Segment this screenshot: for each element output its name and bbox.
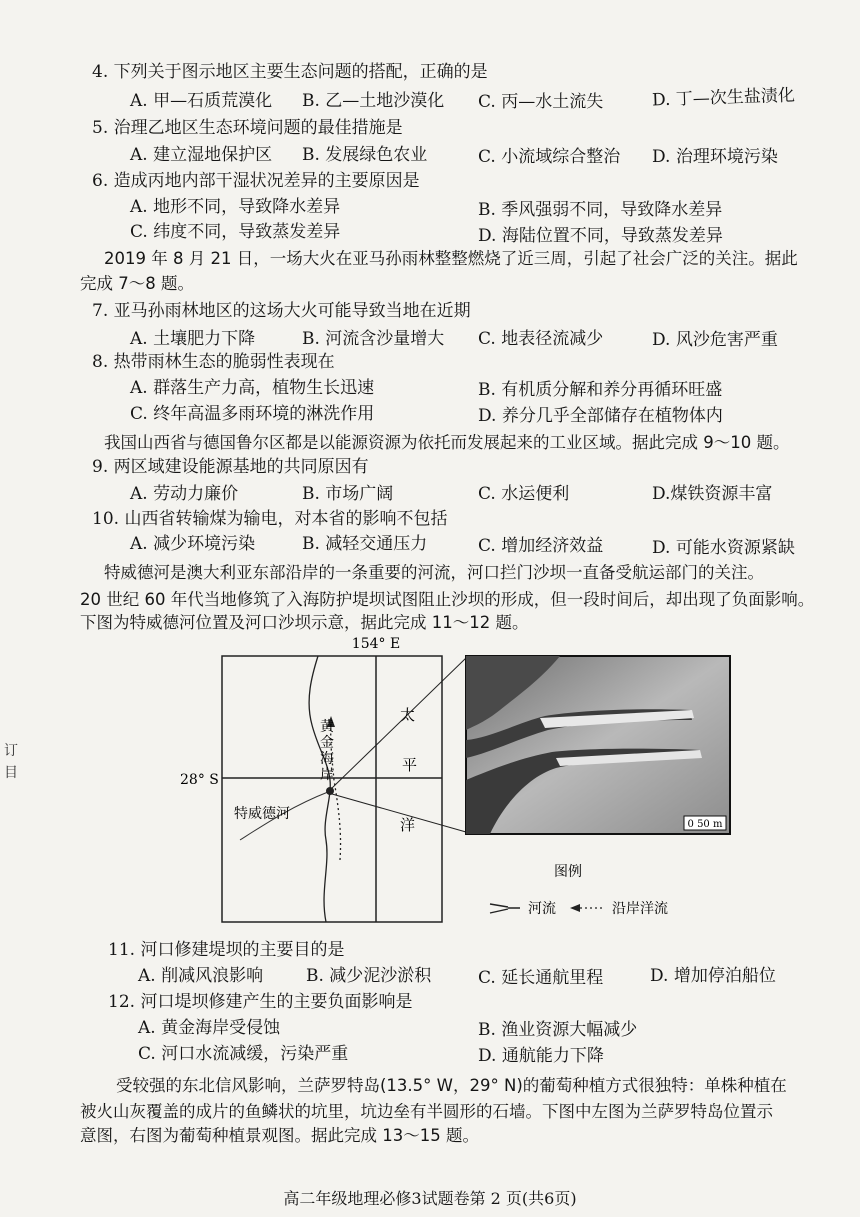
question-12-option-a: A. 黄金海岸受侵蚀 bbox=[138, 1018, 281, 1038]
question-9-option-d: D.煤铁资源丰富 bbox=[652, 484, 773, 504]
question-8-stem: 8. 热带雨林生态的脆弱性表现在 bbox=[92, 352, 335, 372]
question-8-option-a: A. 群落生产力高，植物生长迅速 bbox=[130, 378, 375, 398]
question-4-option-a: A. 甲—石质荒漠化 bbox=[130, 91, 273, 111]
question-10-stem: 10. 山西省转输煤为输电，对本省的影响不包括 bbox=[92, 509, 448, 529]
question-9-option-c: C. 水运便利 bbox=[478, 484, 570, 504]
ocean-char-1: 太 bbox=[400, 706, 416, 724]
longitude-label: 154° E bbox=[351, 636, 401, 652]
question-6-option-d: D. 海陆位置不同，导致蒸发差异 bbox=[478, 226, 723, 246]
question-5-option-a: A. 建立湿地保护区 bbox=[130, 145, 273, 165]
question-5-option-d: D. 治理环境污染 bbox=[652, 147, 778, 167]
intro-11-12-line-1: 特威德河是澳大利亚东部沿岸的一条重要的河流，河口拦门沙坝一直备受航运部门的关注。 bbox=[104, 563, 764, 582]
intro-7-8-line-1: 2019 年 8 月 21 日，一场大火在亚马孙雨林整整燃烧了近三周，引起了社会广泛的关注。据此 bbox=[104, 249, 798, 268]
river-label: 特威德河 bbox=[234, 806, 290, 822]
question-7-option-c: C. 地表径流减少 bbox=[478, 329, 604, 349]
legend-current-label: 沿岸洋流 bbox=[612, 901, 668, 917]
legend-river-icon bbox=[490, 904, 520, 913]
question-6-option-b: B. 季风强弱不同，导致降水差异 bbox=[478, 200, 723, 220]
question-7-stem: 7. 亚马孙雨林地区的这场大火可能导致当地在近期 bbox=[92, 301, 471, 321]
question-11-stem: 11. 河口修建堤坝的主要目的是 bbox=[108, 940, 345, 960]
ocean-char-2: 平 bbox=[402, 756, 418, 774]
question-5-stem: 5. 治理乙地区生态环境问题的最佳措施是 bbox=[92, 118, 403, 138]
question-11-option-b: B. 减少泥沙淤积 bbox=[306, 966, 432, 986]
question-4-option-c: C. 丙—水土流失 bbox=[478, 92, 604, 112]
question-12-option-c: C. 河口水流减缓，污染严重 bbox=[138, 1044, 349, 1064]
legend-current-arrow-icon bbox=[570, 904, 580, 912]
intro-13-15-line-3: 意图，右图为葡萄种植景观图。据此完成 13～15 题。 bbox=[80, 1126, 479, 1145]
page-footer: 高二年级地理必修3试题卷第 2 页(共6页) bbox=[283, 1189, 577, 1208]
question-4-stem: 4. 下列关于图示地区主要生态问题的搭配，正确的是 bbox=[92, 62, 488, 82]
question-10-option-c: C. 增加经济效益 bbox=[478, 536, 604, 556]
question-6-stem: 6. 造成丙地内部干湿状况差异的主要原因是 bbox=[92, 171, 420, 191]
question-4-option-d: D. 丁—次生盐渍化 bbox=[651, 85, 796, 111]
legend-title: 图例 bbox=[554, 864, 582, 880]
question-6-option-a: A. 地形不同，导致降水差异 bbox=[130, 197, 341, 217]
question-4-option-b: B. 乙—土地沙漠化 bbox=[302, 91, 445, 111]
legend-river-label: 河流 bbox=[528, 901, 556, 917]
latitude-label: 28° S bbox=[180, 772, 219, 788]
aerial-photo bbox=[466, 656, 730, 834]
question-11-option-a: A. 削减风浪影响 bbox=[138, 966, 264, 986]
question-8-option-c: C. 终年高温多雨环境的淋洗作用 bbox=[130, 404, 375, 424]
question-11-option-c: C. 延长通航里程 bbox=[478, 968, 604, 988]
question-10-option-b: B. 减轻交通压力 bbox=[302, 534, 428, 554]
question-7-option-a: A. 土壤肥力下降 bbox=[130, 329, 256, 349]
binding-margin-mark: 订 目 bbox=[4, 743, 18, 781]
intro-7-8-line-2: 完成 7～8 题。 bbox=[80, 274, 194, 293]
question-10-option-a: A. 减少环境污染 bbox=[130, 534, 256, 554]
intro-9-10: 我国山西省与德国鲁尔区都是以能源资源为依托而发展起来的工业区域。据此完成 9～10 题。 bbox=[104, 433, 790, 452]
intro-13-15-line-1: 受较强的东北信风影响，兰萨罗特岛(13.5° W，29° N)的葡萄种植方式很独特：单株种植在 bbox=[116, 1076, 787, 1095]
coast-char-1: 黄 bbox=[320, 719, 334, 735]
coast-char-3: 海 bbox=[320, 751, 334, 767]
intro-11-12-line-2: 20 世纪 60 年代当地修筑了入海防护堤坝试图阻止沙坝的形成，但一段时间后，却出现了负面影响。 bbox=[80, 590, 815, 609]
question-9-stem: 9. 两区域建设能源基地的共同原因有 bbox=[92, 457, 369, 477]
question-8-option-b: B. 有机质分解和养分再循环旺盛 bbox=[478, 380, 723, 400]
coast-char-4: 岸 bbox=[320, 767, 334, 783]
question-8-option-d: D. 养分几乎全部储存在植物体内 bbox=[478, 406, 723, 426]
coast-char-2: 金 bbox=[320, 735, 334, 751]
question-12-option-d: D. 通航能力下降 bbox=[478, 1046, 604, 1066]
tweed-river-figure bbox=[0, 630, 860, 930]
intro-13-15-line-2: 被火山灰覆盖的成片的鱼鳞状的坑里，坑边垒有半圆形的石墙。下图中左图为兰萨罗特岛位置示 bbox=[80, 1102, 773, 1121]
question-12-option-b: B. 渔业资源大幅减少 bbox=[478, 1020, 638, 1040]
intro-11-12-line-3: 下图为特威德河位置及河口沙坝示意，据此完成 11～12 题。 bbox=[80, 613, 529, 632]
photo-scale-label: 0 50 m bbox=[687, 819, 723, 830]
question-7-option-d: D. 风沙危害严重 bbox=[652, 330, 778, 350]
question-6-option-c: C. 纬度不同，导致蒸发差异 bbox=[130, 222, 341, 242]
ocean-char-3: 洋 bbox=[400, 816, 416, 834]
question-7-option-b: B. 河流含沙量增大 bbox=[302, 329, 445, 349]
question-9-option-a: A. 劳动力廉价 bbox=[130, 484, 239, 504]
question-5-option-b: B. 发展绿色农业 bbox=[302, 145, 428, 165]
question-5-option-c: C. 小流域综合整治 bbox=[478, 147, 621, 167]
question-11-option-d: D. 增加停泊船位 bbox=[650, 966, 776, 986]
question-12-stem: 12. 河口堤坝修建产生的主要负面影响是 bbox=[108, 992, 413, 1012]
question-10-option-d: D. 可能水资源紧缺 bbox=[652, 538, 795, 558]
question-9-option-b: B. 市场广阔 bbox=[302, 484, 394, 504]
